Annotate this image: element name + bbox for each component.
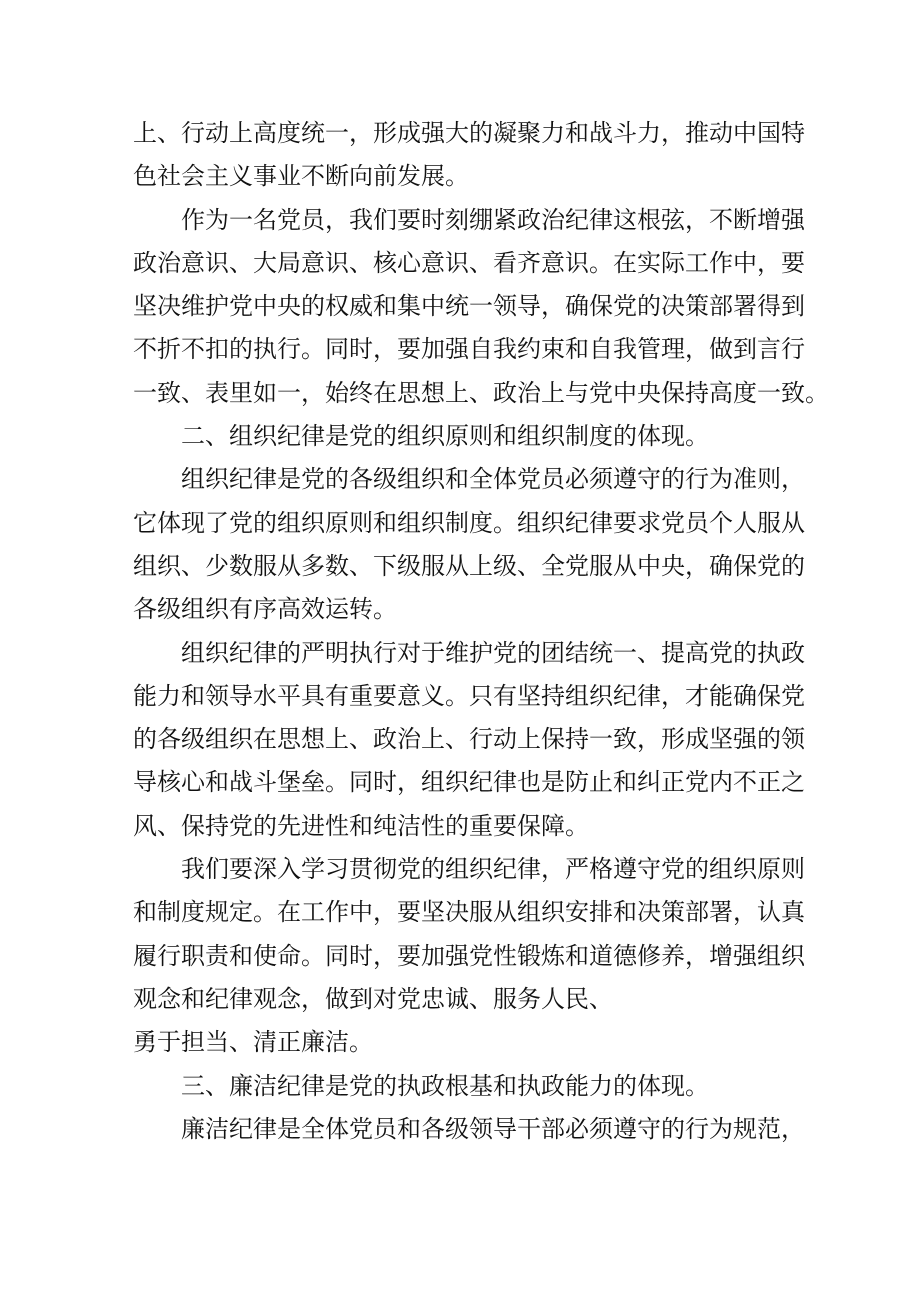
text-line: 导核心和战斗堡垒。同时，组织纪律也是防止和纠正党内不正之: [133, 768, 805, 797]
text-line: 上、行动上高度统一，形成强大的凝聚力和战斗力，推动中国特: [133, 119, 805, 147]
paragraph-organizational-definition: [133, 458, 805, 631]
text-line: 色社会主义事业不断向前发展。: [133, 162, 469, 191]
text-line: 作为一名党员，我们要时刻绷紧政治纪律这根弦，不断增强: [133, 205, 805, 234]
section-heading: 三、廉洁纪律是党的执政根基和执政能力的体现。: [133, 1071, 709, 1100]
text-line: 履行职责和使命。同时，要加强党性锻炼和道德修养，增强组织: [133, 941, 805, 970]
text-line: 组织纪律是党的各级组织和全体党员必须遵守的行为准则，: [133, 465, 805, 494]
paragraph-organizational-significance: [133, 632, 805, 848]
section-heading: 二、组织纪律是党的组织原则和组织制度的体现。: [133, 422, 709, 451]
document-body: [133, 112, 829, 1151]
paragraph-organizational-practice: [133, 848, 805, 1064]
text-line: 的各级组织在思想上、政治上、行动上保持一致，形成坚强的领: [133, 725, 805, 754]
text-line: 组织纪律的严明执行对于维护党的团结统一、提高党的执政: [133, 638, 805, 667]
text-line: 风、保持党的先进性和纯洁性的重要保障。: [133, 811, 589, 840]
text-line: 我们要深入学习贯彻党的组织纪律，严格遵守党的组织原则: [133, 855, 805, 884]
section-heading-organizational-discipline: [133, 415, 799, 458]
text-line: 能力和领导水平具有重要意义。只有坚持组织纪律，才能确保党: [133, 681, 805, 710]
text-line: 它体现了党的组织原则和组织制度。组织纪律要求党员个人服从: [133, 508, 805, 537]
paragraph-continuation: [133, 112, 805, 199]
text-line: 观念和纪律观念，做到对党忠诚、服务人民、: [133, 984, 613, 1013]
section-heading-integrity-discipline: [133, 1065, 799, 1108]
paragraph-political-discipline: [133, 199, 829, 415]
text-line: 勇于担当、清正廉洁。: [133, 1028, 373, 1057]
text-line: 廉洁纪律是全体党员和各级领导干部必须遵守的行为规范，: [133, 1114, 805, 1143]
text-line: 各级组织有序高效运转。: [133, 595, 397, 624]
text-line: 政治意识、大局意识、核心意识、看齐意识。在实际工作中，要: [133, 248, 805, 277]
text-line: 组织、少数服从多数、下级服从上级、全党服从中央，确保党的: [133, 551, 805, 580]
text-line: 坚决维护党中央的权威和集中统一领导，确保党的决策部署得到: [133, 292, 805, 321]
text-line: 和制度规定。在工作中，要坚决服从组织安排和决策部署，认真: [133, 898, 805, 927]
text-line: 一致、表里如一，始终在思想上、政治上与党中央保持高度一致。: [133, 378, 829, 407]
paragraph-integrity-definition: [133, 1108, 805, 1151]
text-line: 不折不扣的执行。同时，要加强自我约束和自我管理，做到言行: [133, 335, 805, 364]
